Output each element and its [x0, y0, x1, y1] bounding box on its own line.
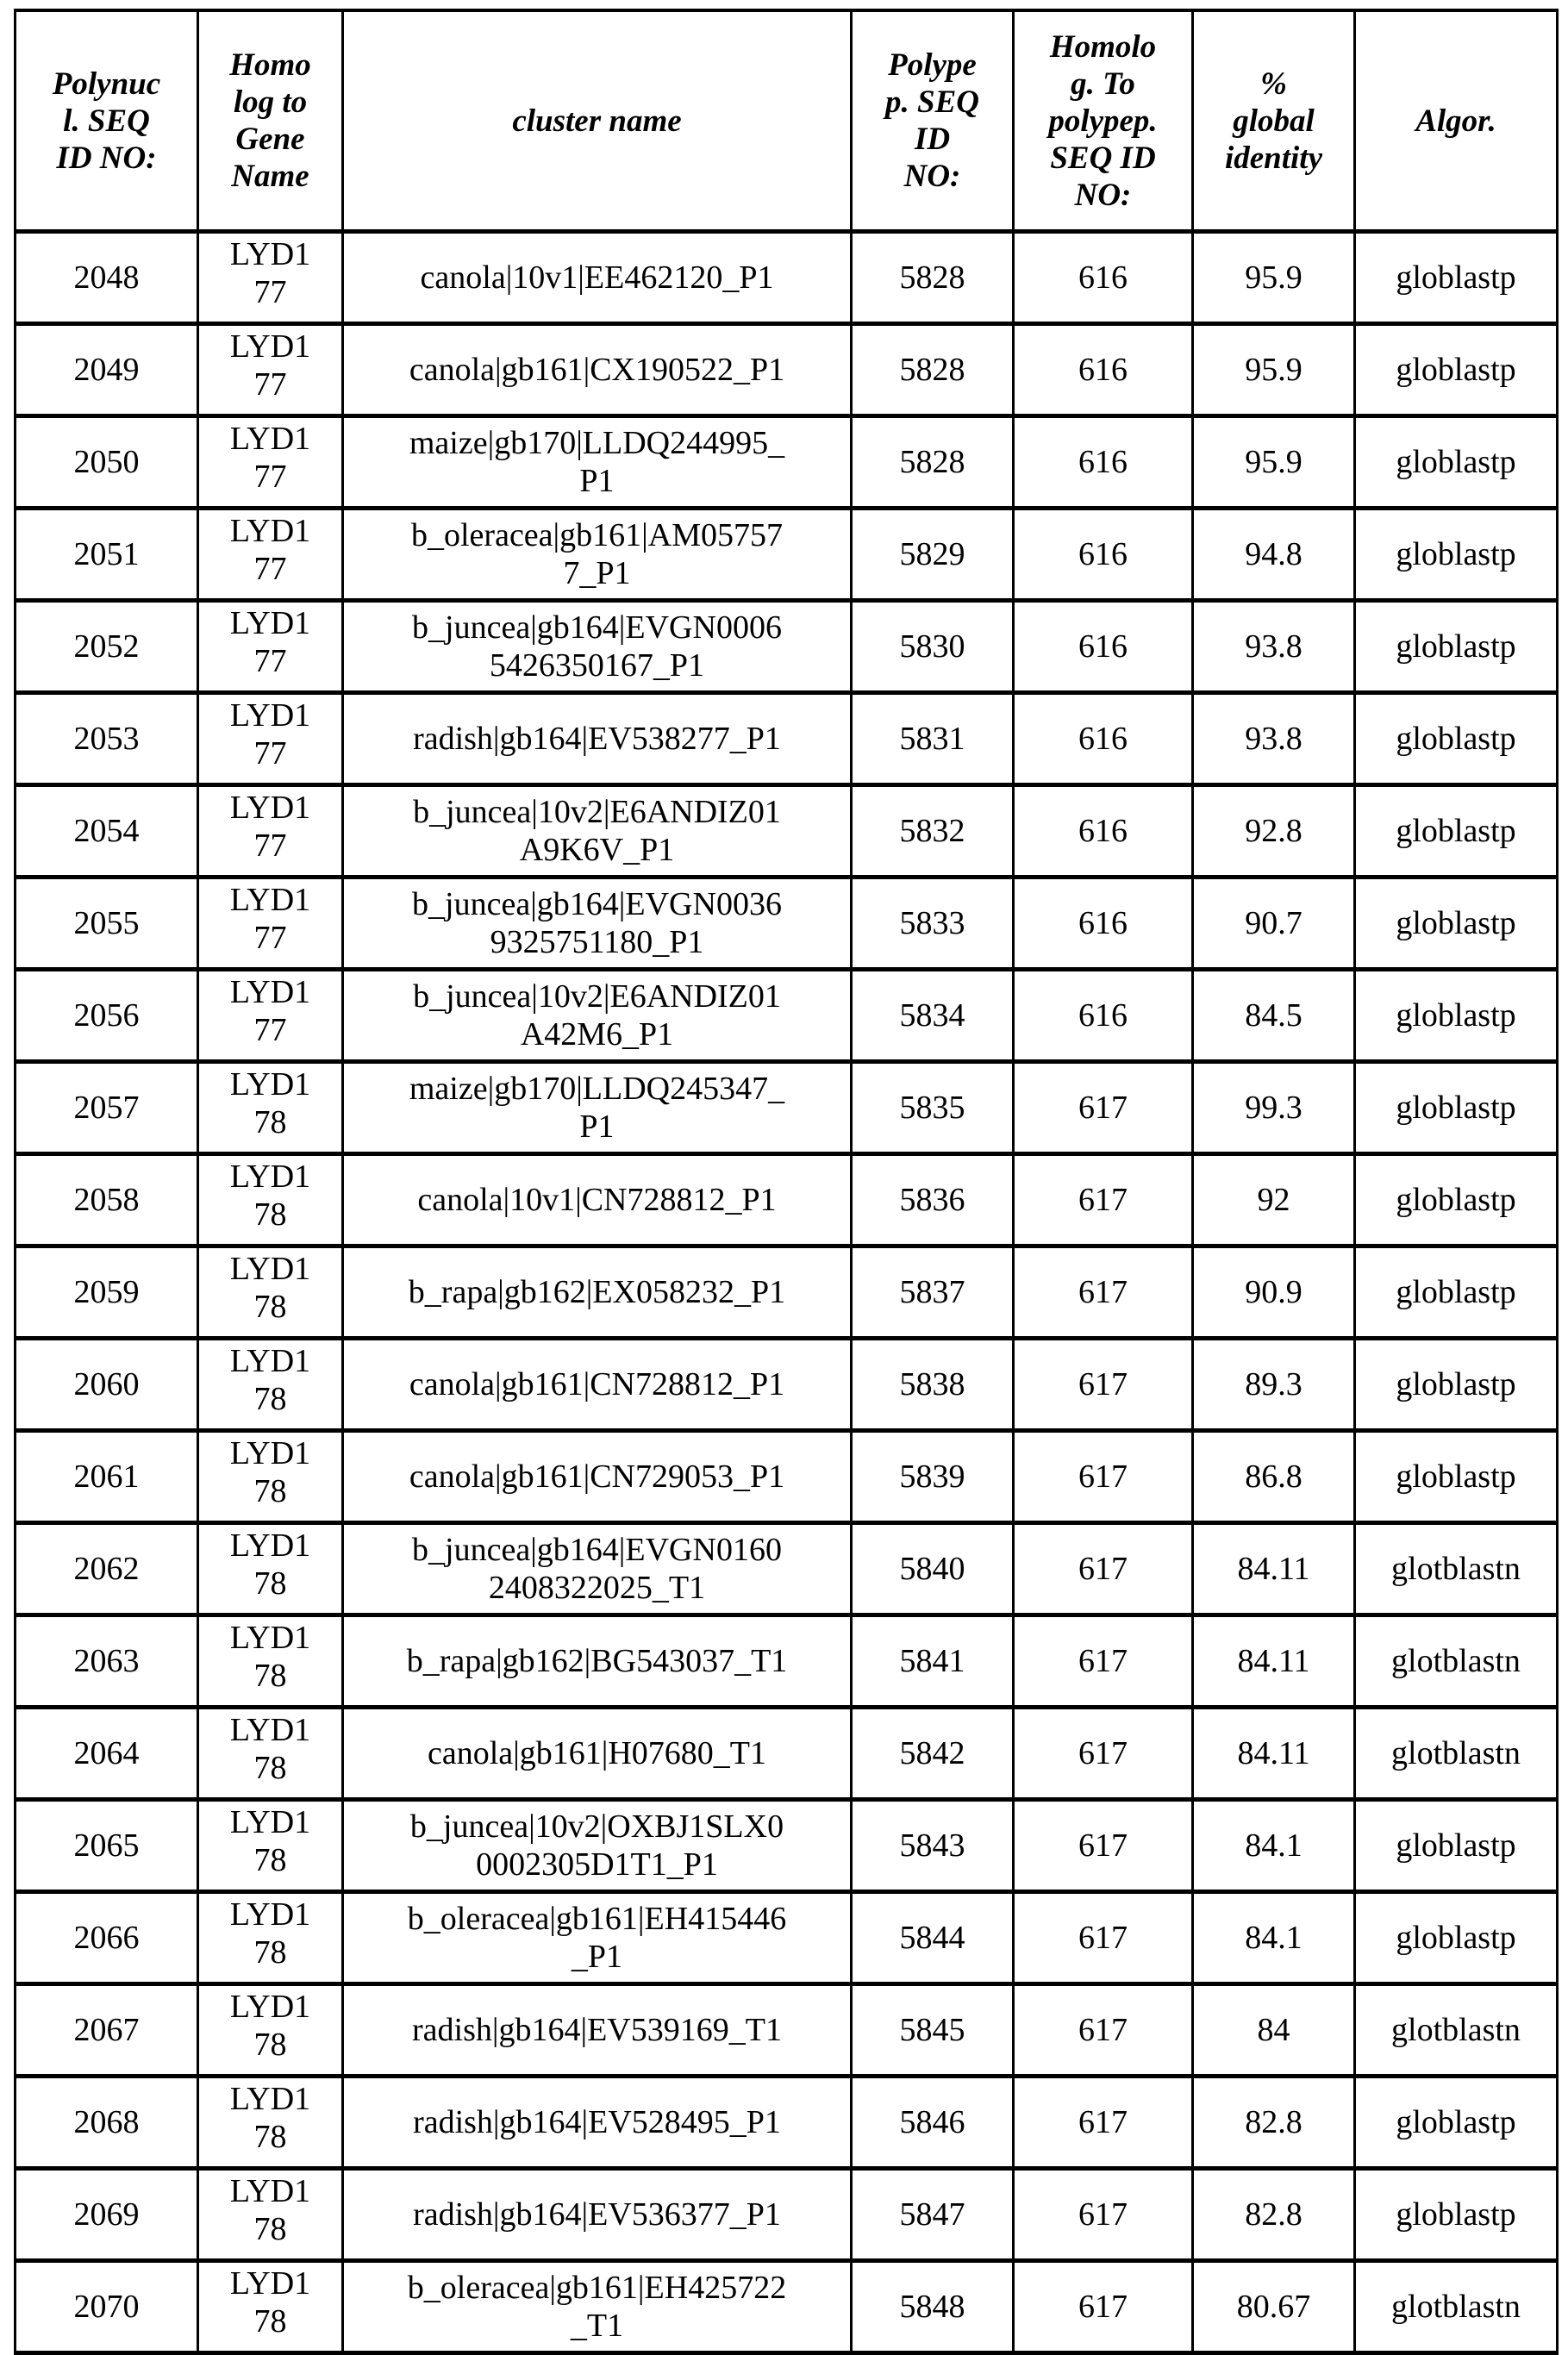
cell-text-line: Polynuc	[52, 66, 161, 102]
table-row	[16, 2169, 1558, 2261]
cell-text-line: canola|gb161|CX190522_P1	[409, 352, 785, 388]
cell-polypep-seq-id: 5830	[852, 601, 1014, 693]
cell-global-identity: 90.7	[1193, 878, 1355, 970]
cell-cluster-name	[343, 1246, 852, 1339]
cell-homolog-polypep-seq-id: 617	[1014, 1062, 1193, 1154]
cell-homolog-gene-name	[198, 232, 343, 324]
cell-cluster-name	[343, 2261, 852, 2353]
cell-text-line: _T1	[570, 2308, 624, 2344]
cell-homolog-polypep-seq-id: 617	[1014, 1246, 1193, 1339]
cell-text-line: NO:	[1074, 177, 1132, 213]
cell-algorithm: globlastp	[1355, 601, 1558, 693]
cell-text-line: LYD1	[229, 1896, 311, 1933]
cell-homolog-polypep-seq-id: 616	[1014, 601, 1193, 693]
cell-text-line: cluster name	[512, 103, 682, 139]
cell-text-line: 78	[253, 1658, 287, 1694]
cell-homolog-polypep-seq-id: 617	[1014, 1339, 1193, 1431]
cell-global-identity: 95.9	[1193, 324, 1355, 416]
header-polypep-seq-id	[852, 10, 1014, 232]
cell-global-identity: 84	[1193, 1984, 1355, 2077]
cell-polypep-seq-id: 5831	[852, 693, 1014, 785]
cell-text-line: LYD1	[229, 1527, 311, 1564]
cell-algorithm: globlastp	[1355, 1339, 1558, 1431]
cell-homolog-gene-name	[198, 601, 343, 693]
cell-polypep-seq-id: 5848	[852, 2261, 1014, 2353]
cell-cluster-name	[343, 1154, 852, 1246]
cell-homolog-polypep-seq-id: 616	[1014, 693, 1193, 785]
cell-homolog-gene-name	[198, 2077, 343, 2169]
cell-algorithm: globlastp	[1355, 1892, 1558, 1984]
cell-polynucl-seq-id: 2048	[16, 232, 198, 324]
cell-homolog-gene-name	[198, 1708, 343, 1800]
cell-homolog-gene-name	[198, 2261, 343, 2353]
cell-text-line: p. SEQ	[885, 84, 979, 120]
cell-text-line: 77	[253, 643, 287, 679]
cell-global-identity: 95.9	[1193, 416, 1355, 509]
cell-polynucl-seq-id: 2054	[16, 785, 198, 878]
cell-text-line: g. To	[1071, 66, 1135, 102]
cell-global-identity: 90.9	[1193, 1246, 1355, 1339]
cell-text-line: Polype	[888, 47, 977, 83]
cell-homolog-gene-name	[198, 1800, 343, 1892]
cell-text-line: b_oleracea|gb161|EH425722	[407, 2270, 787, 2306]
cell-homolog-gene-name	[198, 1984, 343, 2077]
table-row	[16, 1708, 1558, 1800]
cell-text-line: Algor.	[1415, 103, 1496, 139]
cell-text-line: canola|gb161|CN728812_P1	[409, 1366, 785, 1402]
cell-polynucl-seq-id: 2068	[16, 2077, 198, 2169]
cell-polypep-seq-id: 5843	[852, 1800, 1014, 1892]
cell-polypep-seq-id: 5833	[852, 878, 1014, 970]
cell-algorithm: globlastp	[1355, 2169, 1558, 2261]
cell-polypep-seq-id: 5828	[852, 232, 1014, 324]
cell-text-line: A42M6_P1	[520, 1016, 674, 1053]
cell-algorithm: globlastp	[1355, 324, 1558, 416]
cell-cluster-name	[343, 970, 852, 1062]
cell-text-line: LYD1	[229, 2173, 311, 2209]
cell-algorithm: globlastp	[1355, 232, 1558, 324]
cell-text-line: Gene	[235, 122, 305, 157]
cell-homolog-gene-name	[198, 1615, 343, 1708]
table-row	[16, 1154, 1558, 1246]
cell-text-line: LYD1	[229, 1251, 311, 1287]
cell-polypep-seq-id: 5842	[852, 1708, 1014, 1800]
header-global-identity	[1193, 10, 1355, 232]
cell-text-line: radish|gb164|EV528495_P1	[413, 2104, 781, 2140]
cell-homolog-polypep-seq-id: 617	[1014, 1615, 1193, 1708]
cell-global-identity: 84.11	[1193, 1523, 1355, 1615]
cell-text-line: LYD1	[229, 2265, 311, 2302]
cell-cluster-name	[343, 1984, 852, 2077]
cell-homolog-polypep-seq-id: 617	[1014, 1984, 1193, 2077]
homolog-table-container	[14, 9, 1559, 2355]
cell-algorithm: globlastp	[1355, 970, 1558, 1062]
cell-homolog-polypep-seq-id: 617	[1014, 1800, 1193, 1892]
header-cluster-name	[343, 10, 852, 232]
cell-polypep-seq-id: 5845	[852, 1984, 1014, 2077]
cell-polynucl-seq-id: 2066	[16, 1892, 198, 1984]
cell-text-line: 77	[253, 274, 287, 310]
cell-global-identity: 99.3	[1193, 1062, 1355, 1154]
cell-global-identity: 82.8	[1193, 2169, 1355, 2261]
table-body	[16, 232, 1558, 2353]
cell-text-line: 78	[253, 2027, 287, 2063]
header-row	[16, 10, 1558, 232]
cell-homolog-gene-name	[198, 416, 343, 509]
cell-text-line: Homo	[229, 47, 311, 83]
cell-text-line: b_juncea|10v2|E6ANDIZ01	[413, 794, 781, 830]
table-row	[16, 1246, 1558, 1339]
cell-text-line: b_rapa|gb162|EX058232_P1	[408, 1274, 786, 1310]
cell-algorithm: glotblastn	[1355, 2261, 1558, 2353]
cell-polypep-seq-id: 5829	[852, 509, 1014, 601]
cell-text-line: radish|gb164|EV538277_P1	[413, 721, 781, 757]
homolog-table	[14, 9, 1559, 2355]
cell-text-line: 9325751180_P1	[490, 924, 704, 960]
cell-text-line: LYD1	[229, 790, 311, 826]
cell-text-line: LYD1	[229, 513, 311, 549]
cell-homolog-gene-name	[198, 1154, 343, 1246]
header-homolog-polypep-seq-id	[1014, 10, 1193, 232]
header-algorithm	[1355, 10, 1558, 232]
cell-polynucl-seq-id: 2069	[16, 2169, 198, 2261]
cell-cluster-name	[343, 416, 852, 509]
cell-cluster-name	[343, 324, 852, 416]
header-homolog-gene-name	[198, 10, 343, 232]
table-row	[16, 509, 1558, 601]
table-row	[16, 1800, 1558, 1892]
cell-homolog-gene-name	[198, 878, 343, 970]
cell-text-line: %	[1260, 66, 1287, 102]
cell-text-line: b_juncea|10v2|OXBJ1SLX0	[409, 1808, 784, 1845]
cell-cluster-name	[343, 601, 852, 693]
cell-polynucl-seq-id: 2049	[16, 324, 198, 416]
cell-text-line: LYD1	[229, 1343, 311, 1379]
table-row	[16, 1615, 1558, 1708]
cell-cluster-name	[343, 2077, 852, 2169]
cell-text-line: LYD1	[229, 1804, 311, 1840]
cell-polypep-seq-id: 5836	[852, 1154, 1014, 1246]
cell-polypep-seq-id: 5837	[852, 1246, 1014, 1339]
cell-homolog-polypep-seq-id: 617	[1014, 1708, 1193, 1800]
cell-text-line: A9K6V_P1	[519, 832, 675, 868]
cell-homolog-gene-name	[198, 2169, 343, 2261]
cell-algorithm: glotblastn	[1355, 1984, 1558, 2077]
cell-polynucl-seq-id: 2059	[16, 1246, 198, 1339]
cell-algorithm: globlastp	[1355, 785, 1558, 878]
cell-homolog-polypep-seq-id: 616	[1014, 416, 1193, 509]
cell-text-line: 78	[253, 2211, 287, 2247]
table-row	[16, 1984, 1558, 2077]
cell-text-line: 77	[253, 459, 287, 495]
cell-global-identity: 84.11	[1193, 1708, 1355, 1800]
cell-global-identity: 89.3	[1193, 1339, 1355, 1431]
cell-homolog-polypep-seq-id: 616	[1014, 970, 1193, 1062]
cell-polynucl-seq-id: 2050	[16, 416, 198, 509]
cell-text-line: 77	[253, 551, 287, 587]
cell-algorithm: globlastp	[1355, 1154, 1558, 1246]
table-row	[16, 2261, 1558, 2353]
cell-polynucl-seq-id: 2058	[16, 1154, 198, 1246]
cell-polypep-seq-id: 5844	[852, 1892, 1014, 1984]
cell-text-line: 78	[253, 1196, 287, 1233]
cell-text-line: 78	[253, 1104, 287, 1140]
cell-homolog-polypep-seq-id: 616	[1014, 878, 1193, 970]
table-row	[16, 785, 1558, 878]
cell-text-line: 77	[253, 735, 287, 771]
cell-text-line: global	[1233, 103, 1315, 139]
cell-text-line: b_juncea|gb164|EVGN0006	[412, 609, 782, 646]
cell-homolog-gene-name	[198, 324, 343, 416]
cell-polynucl-seq-id: 2063	[16, 1615, 198, 1708]
cell-text-line: 78	[253, 1381, 287, 1417]
cell-homolog-polypep-seq-id: 617	[1014, 2261, 1193, 2353]
cell-polynucl-seq-id: 2057	[16, 1062, 198, 1154]
cell-polynucl-seq-id: 2065	[16, 1800, 198, 1892]
cell-homolog-polypep-seq-id: 617	[1014, 1892, 1193, 1984]
cell-cluster-name	[343, 693, 852, 785]
cell-homolog-polypep-seq-id: 617	[1014, 1431, 1193, 1523]
cell-text-line: 77	[253, 1012, 287, 1048]
cell-text-line: 78	[253, 1565, 287, 1602]
cell-algorithm: globlastp	[1355, 1246, 1558, 1339]
cell-text-line: LYD1	[229, 1712, 311, 1748]
cell-text-line: 77	[253, 920, 287, 956]
cell-text-line: 78	[253, 1842, 287, 1878]
cell-text-line: LYD1	[229, 974, 311, 1010]
cell-text-line: LYD1	[229, 1989, 311, 2025]
cell-cluster-name	[343, 1708, 852, 1800]
table-row	[16, 693, 1558, 785]
cell-polypep-seq-id: 5828	[852, 416, 1014, 509]
cell-text-line: 78	[253, 2119, 287, 2155]
cell-global-identity: 82.8	[1193, 2077, 1355, 2169]
cell-cluster-name	[343, 878, 852, 970]
cell-global-identity: 95.9	[1193, 232, 1355, 324]
cell-text-line: SEQ ID	[1050, 140, 1156, 176]
cell-polypep-seq-id: 5834	[852, 970, 1014, 1062]
cell-text-line: _P1	[571, 1939, 623, 1975]
cell-homolog-gene-name	[198, 1062, 343, 1154]
cell-cluster-name	[343, 785, 852, 878]
cell-cluster-name	[343, 1892, 852, 1984]
cell-text-line: polypep.	[1048, 103, 1158, 139]
cell-homolog-polypep-seq-id: 617	[1014, 1154, 1193, 1246]
cell-polypep-seq-id: 5839	[852, 1431, 1014, 1523]
table-row	[16, 416, 1558, 509]
cell-homolog-polypep-seq-id: 616	[1014, 509, 1193, 601]
cell-text-line: LYD1	[229, 1066, 311, 1103]
table-row	[16, 970, 1558, 1062]
cell-text-line: LYD1	[229, 605, 311, 641]
cell-global-identity: 94.8	[1193, 509, 1355, 601]
cell-homolog-polypep-seq-id: 617	[1014, 2169, 1193, 2261]
cell-homolog-gene-name	[198, 1523, 343, 1615]
cell-global-identity: 92	[1193, 1154, 1355, 1246]
cell-text-line: maize|gb170|LLDQ245347_	[409, 1071, 785, 1107]
cell-algorithm: globlastp	[1355, 878, 1558, 970]
cell-text-line: 78	[253, 1934, 287, 1971]
cell-text-line: 78	[253, 1289, 287, 1325]
table-row	[16, 232, 1558, 324]
cell-text-line: canola|10v1|EE462120_P1	[420, 259, 774, 296]
cell-text-line: LYD1	[229, 1159, 311, 1195]
cell-text-line: 77	[253, 366, 287, 403]
cell-homolog-gene-name	[198, 509, 343, 601]
cell-text-line: 2408322025_T1	[488, 1570, 706, 1606]
cell-text-line: LYD1	[229, 328, 311, 365]
cell-polynucl-seq-id: 2061	[16, 1431, 198, 1523]
cell-global-identity: 93.8	[1193, 601, 1355, 693]
cell-homolog-gene-name	[198, 693, 343, 785]
cell-text-line: b_juncea|gb164|EVGN0160	[412, 1532, 782, 1568]
table-row	[16, 324, 1558, 416]
cell-text-line: P1	[579, 463, 615, 499]
cell-text-line: LYD1	[229, 421, 311, 457]
cell-global-identity: 84.11	[1193, 1615, 1355, 1708]
cell-text-line: b_juncea|10v2|E6ANDIZ01	[413, 978, 781, 1015]
cell-algorithm: globlastp	[1355, 509, 1558, 601]
cell-text-line: b_oleracea|gb161|AM05757	[411, 517, 783, 553]
cell-text-line: l. SEQ	[63, 103, 150, 139]
cell-text-line: 7_P1	[563, 555, 631, 591]
cell-homolog-gene-name	[198, 1892, 343, 1984]
cell-text-line: 78	[253, 1473, 287, 1509]
cell-text-line: 0002305D1T1_P1	[476, 1846, 718, 1883]
cell-text-line: radish|gb164|EV539169_T1	[412, 2012, 782, 2048]
cell-text-line: ID	[914, 122, 951, 157]
cell-homolog-polypep-seq-id: 616	[1014, 785, 1193, 878]
cell-polynucl-seq-id: 2062	[16, 1523, 198, 1615]
cell-text-line: LYD1	[229, 882, 311, 918]
cell-cluster-name	[343, 1615, 852, 1708]
cell-algorithm: glotblastn	[1355, 1615, 1558, 1708]
cell-global-identity: 86.8	[1193, 1431, 1355, 1523]
cell-global-identity: 93.8	[1193, 693, 1355, 785]
cell-text-line: b_juncea|gb164|EVGN0036	[412, 886, 782, 922]
cell-polypep-seq-id: 5828	[852, 324, 1014, 416]
cell-cluster-name	[343, 1431, 852, 1523]
cell-polypep-seq-id: 5835	[852, 1062, 1014, 1154]
table-row	[16, 1339, 1558, 1431]
cell-text-line: radish|gb164|EV536377_P1	[413, 2196, 781, 2233]
cell-algorithm: globlastp	[1355, 1800, 1558, 1892]
cell-homolog-polypep-seq-id: 616	[1014, 324, 1193, 416]
cell-polynucl-seq-id: 2056	[16, 970, 198, 1062]
cell-text-line: LYD1	[229, 236, 311, 272]
cell-polypep-seq-id: 5847	[852, 2169, 1014, 2261]
header-polynucl-seq-id	[16, 10, 198, 232]
cell-homolog-polypep-seq-id: 617	[1014, 1523, 1193, 1615]
cell-polynucl-seq-id: 2070	[16, 2261, 198, 2353]
table-row	[16, 1062, 1558, 1154]
cell-text-line: canola|gb161|H07680_T1	[427, 1735, 767, 1771]
cell-text-line: Homolo	[1049, 28, 1157, 65]
cell-polynucl-seq-id: 2051	[16, 509, 198, 601]
cell-algorithm: glotblastn	[1355, 1523, 1558, 1615]
cell-text-line: log to	[233, 84, 308, 120]
table-row	[16, 878, 1558, 970]
cell-homolog-gene-name	[198, 970, 343, 1062]
table-row	[16, 1431, 1558, 1523]
cell-polypep-seq-id: 5832	[852, 785, 1014, 878]
cell-cluster-name	[343, 1062, 852, 1154]
cell-global-identity: 84.5	[1193, 970, 1355, 1062]
cell-text-line: b_oleracea|gb161|EH415446	[407, 1901, 787, 1937]
cell-cluster-name	[343, 1800, 852, 1892]
cell-text-line: 78	[253, 1750, 287, 1786]
cell-global-identity: 80.67	[1193, 2261, 1355, 2353]
table-row	[16, 601, 1558, 693]
cell-text-line: Name	[231, 159, 309, 194]
cell-global-identity: 84.1	[1193, 1800, 1355, 1892]
cell-polynucl-seq-id: 2064	[16, 1708, 198, 1800]
cell-text-line: LYD1	[229, 1620, 311, 1656]
cell-homolog-polypep-seq-id: 617	[1014, 2077, 1193, 2169]
table-row	[16, 1892, 1558, 1984]
cell-algorithm: globlastp	[1355, 1062, 1558, 1154]
cell-homolog-gene-name	[198, 1339, 343, 1431]
cell-algorithm: globlastp	[1355, 2077, 1558, 2169]
cell-polynucl-seq-id: 2053	[16, 693, 198, 785]
cell-algorithm: globlastp	[1355, 1431, 1558, 1523]
cell-homolog-gene-name	[198, 1431, 343, 1523]
cell-polynucl-seq-id: 2060	[16, 1339, 198, 1431]
table-row	[16, 2077, 1558, 2169]
cell-text-line: NO:	[903, 159, 961, 194]
cell-cluster-name	[343, 232, 852, 324]
cell-text-line: identity	[1224, 140, 1323, 176]
cell-text-line: LYD1	[229, 697, 311, 734]
cell-homolog-gene-name	[198, 1246, 343, 1339]
cell-text-line: 77	[253, 828, 287, 864]
cell-text-line: maize|gb170|LLDQ244995_	[409, 425, 785, 461]
table-header	[16, 10, 1558, 232]
cell-algorithm: globlastp	[1355, 416, 1558, 509]
cell-text-line: canola|gb161|CN729053_P1	[409, 1459, 785, 1495]
cell-polynucl-seq-id: 2055	[16, 878, 198, 970]
cell-text-line: canola|10v1|CN728812_P1	[417, 1182, 777, 1218]
cell-text-line: ID NO:	[56, 140, 157, 176]
cell-algorithm: globlastp	[1355, 693, 1558, 785]
cell-text-line: 78	[253, 2303, 287, 2339]
cell-text-line: LYD1	[229, 2081, 311, 2117]
cell-polynucl-seq-id: 2052	[16, 601, 198, 693]
cell-global-identity: 92.8	[1193, 785, 1355, 878]
cell-polypep-seq-id: 5846	[852, 2077, 1014, 2169]
cell-homolog-polypep-seq-id: 616	[1014, 232, 1193, 324]
cell-text-line: b_rapa|gb162|BG543037_T1	[406, 1643, 788, 1679]
cell-cluster-name	[343, 1339, 852, 1431]
cell-text-line: 5426350167_P1	[489, 647, 705, 684]
cell-algorithm: glotblastn	[1355, 1708, 1558, 1800]
cell-polypep-seq-id: 5838	[852, 1339, 1014, 1431]
cell-cluster-name	[343, 1523, 852, 1615]
cell-polypep-seq-id: 5840	[852, 1523, 1014, 1615]
cell-cluster-name	[343, 2169, 852, 2261]
table-row	[16, 1523, 1558, 1615]
cell-global-identity: 84.1	[1193, 1892, 1355, 1984]
cell-cluster-name	[343, 509, 852, 601]
cell-polynucl-seq-id: 2067	[16, 1984, 198, 2077]
cell-homolog-gene-name	[198, 785, 343, 878]
cell-polypep-seq-id: 5841	[852, 1615, 1014, 1708]
cell-text-line: LYD1	[229, 1435, 311, 1471]
cell-text-line: P1	[579, 1109, 615, 1145]
